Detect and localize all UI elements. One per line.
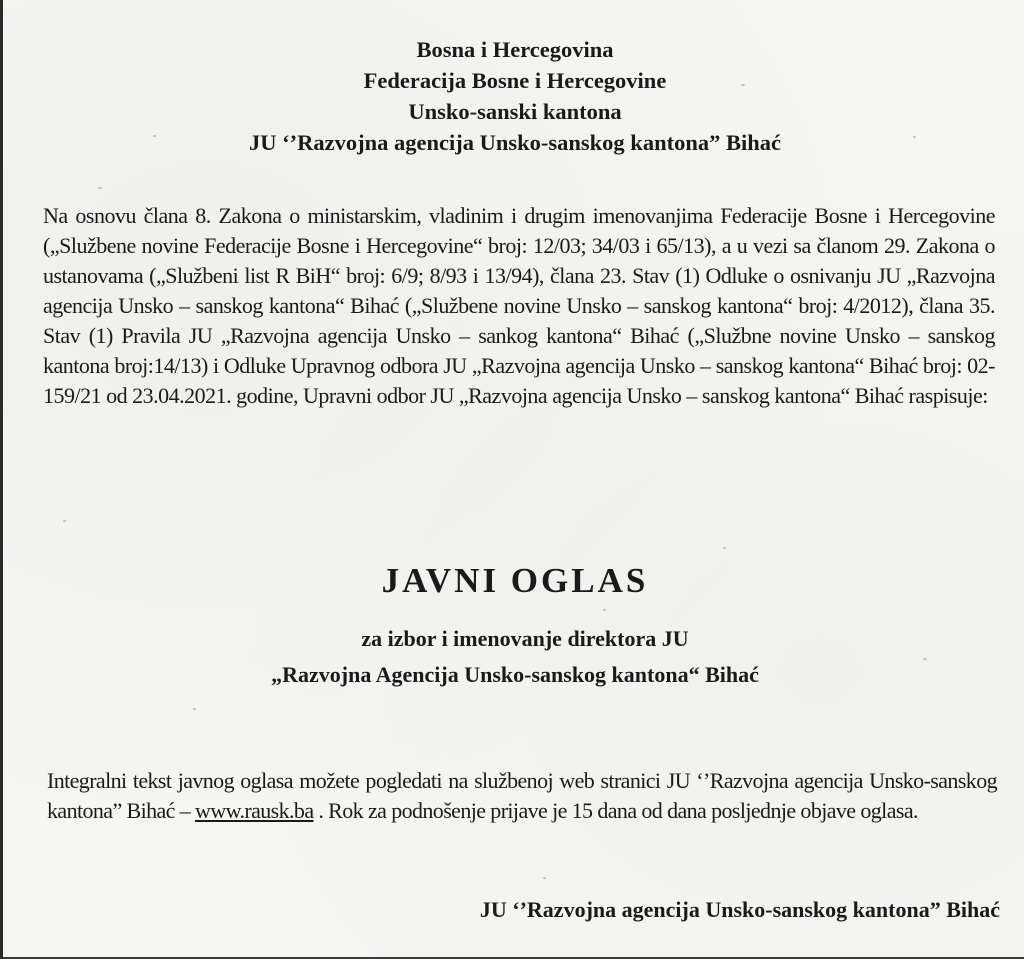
website-link[interactable]: www.rausk.ba	[195, 798, 314, 823]
header-canton: Unsko-sanski kantona	[408, 99, 622, 124]
header-institution: JU ‘’Razvojna agencija Unsko-sanskog kantona” Bihać	[249, 130, 781, 155]
subtitle-line-1: za izbor i imenovanje direktora JU	[361, 626, 689, 651]
signature: JU ‘’Razvojna agencija Unsko-sanskog kantona” Bihać	[479, 897, 1000, 922]
print-speck	[98, 187, 102, 189]
info-text-before-link: Integralni tekst javnog oglasa možete pogledati na službenoj web stranici JU ‘’Razvojna agencija Unsko-sanskog kantona” Bihać –	[47, 768, 997, 823]
subtitle-line-2: „Razvojna Agencija Unsko-sanskog kantona“ Bihać	[271, 662, 759, 687]
header-country: Bosna i Hercegovina	[416, 37, 614, 62]
print-speck	[153, 135, 156, 137]
print-speck	[543, 877, 546, 879]
print-speck	[723, 547, 726, 549]
print-speck	[913, 136, 916, 138]
print-speck	[923, 658, 927, 660]
announcement-subtitle	[3, 621, 1024, 693]
header-federation: Federacija Bosne i Hercegovine	[363, 68, 667, 93]
print-speck	[63, 520, 66, 522]
document-header	[3, 34, 1024, 158]
print-speck	[603, 609, 606, 611]
legal-basis-paragraph: Na osnovu člana 8. Zakona o ministarskim, vladinim i drugim imenovanjima Federacije Bosne i Hercegovine („Službene novine Federacije Bosne i Hercegovine“ broj: 12/03; 34/03 i 65/13), a u vezi sa članom 29. Zakona o ustanovama („Službeni list R BiH“ broj: 6/9; 8/93 i 13/94), člana 23. Stav (1) Odluke o osnivanju JU „Razvojna agencija Unsko – sanskog kantona“ Bihać („Službene novine Unsko – sanskog kantona“ broj: 4/2012), člana 35. Stav (1) Pravila JU „Razvojna agencija Unsko – sankog kantona“ Bihać („Službne novine Unsko – sanskog kantona broj:14/13) i Odluke Upravnog odbora JU „Razvojna agencija Unsko – sanskog kantona“ Bihać broj: 02-159/21 od 23.04.2021. godine, Upravni odbor JU „Razvojna agencija Unsko – sanskog kantona“ Bihać raspisuje:	[43, 203, 995, 408]
info-paragraph	[47, 766, 997, 826]
page-title: JAVNI OGLAS	[381, 561, 649, 600]
info-text-after-link: . Rok za podnošenje prijave je 15 dana od dana posljednje objave oglasa.	[313, 798, 918, 823]
print-speck	[741, 84, 745, 86]
print-speck	[193, 708, 196, 710]
